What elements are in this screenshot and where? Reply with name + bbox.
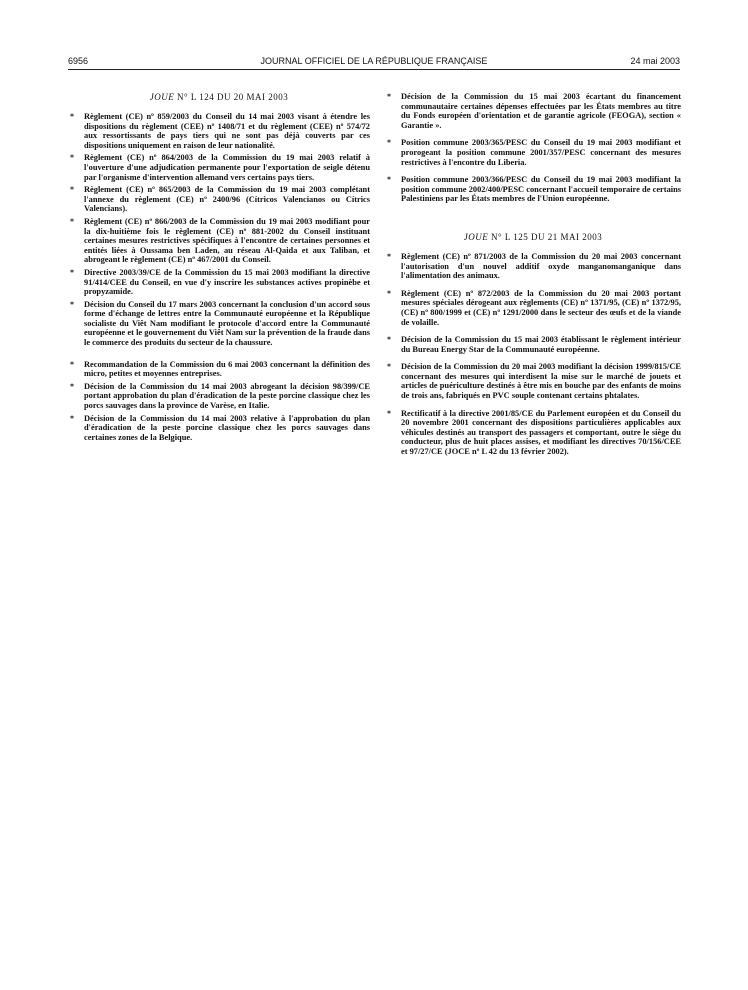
page-header <box>68 54 680 68</box>
bullet-icon: * <box>387 408 391 418</box>
list-item <box>385 289 681 327</box>
right-column <box>385 92 681 465</box>
bullet-icon: * <box>387 335 391 345</box>
list-item <box>68 360 370 379</box>
entry-text: Recommandation de la Commission du 6 mai 2003 concernant la définition des micro, petites et moyennes entreprises. <box>84 359 370 379</box>
list-item <box>385 335 681 354</box>
entries-list-joue-124-continued <box>385 92 681 204</box>
header-rule <box>68 69 680 70</box>
list-item <box>68 414 370 443</box>
section-title-text: N° L 125 DU 21 MAI 2003 <box>490 231 603 242</box>
list-item <box>385 362 681 400</box>
entry-text: Règlement (CE) nº 864/2003 de la Commission du 19 mai 2003 relatif à l'ouverture d'une adjudication permanente pour l'exportation de seigle détenu par l'organisme d'intervention allemand vers certains pays tiers. <box>84 153 370 182</box>
list-item <box>68 300 370 348</box>
bullet-icon: * <box>387 175 391 185</box>
bullet-icon: * <box>70 112 74 121</box>
issue-date: 24 mai 2003 <box>630 56 680 66</box>
entry-text: Règlement (CE) nº 871/2003 de la Commission du 20 mai 2003 concernant l'autorisation d'un nouvel additif oxyde manganomanganique dans l'alimentation des animaux. <box>401 251 681 281</box>
entry-text: Décision de la Commission du 15 mai 2003 écartant du financement communautaire certaines dépenses effectuées par les États membres au titre du Fonds européen d'orientation et de garantie agricole (FEOGA), section « Garantie ». <box>401 92 681 130</box>
bullet-icon: * <box>70 359 74 369</box>
list-item <box>385 252 681 281</box>
left-column <box>68 92 370 445</box>
list-item <box>68 217 370 265</box>
section-title-joue-124 <box>68 92 370 102</box>
entry-text: Position commune 2003/365/PESC du Conseil du 19 mai 2003 modifiant et prorogeant la position commune 2001/357/PESC concernant des mesures restrictives à l'encontre du Liberia. <box>401 138 681 167</box>
entry-text: Décision de la Commission du 14 mai 2003 abrogeant la décision 98/399/CE portant approbation du plan d'éradication de la peste porcine classique chez les porcs sauvages dans la province de Varèse, en Italie. <box>84 381 370 411</box>
bullet-icon: * <box>70 185 74 195</box>
joue-label: JOUE <box>463 231 489 242</box>
joue-label: JOUE <box>149 92 175 102</box>
entry-text: Règlement (CE) nº 866/2003 de la Commission du 19 mai 2003 modifiant pour la dix-huitième fois le règlement (CE) nº 881-2002 du Conseil instituant certaines mesures restrictives spécifiques à l'encontre de certaines personnes et entités liées à Oussama ben Laden, au réseau Al-Qaida et aux Taliban, et abrogeant le règlement (CE) nº 467/2001 du Conseil. <box>84 216 370 265</box>
entry-text: Décision de la Commission du 14 mai 2003 relative à l'approbation du plan d'éradication de la peste porcine classique chez les porcs sauvages dans certaines zones de la Belgique. <box>84 413 370 442</box>
list-item <box>385 138 681 167</box>
bullet-icon: * <box>387 362 391 372</box>
bullet-icon: * <box>70 381 74 391</box>
bullet-icon: * <box>70 216 74 226</box>
section-title-joue-125 <box>385 232 681 242</box>
bullet-icon: * <box>387 288 391 298</box>
entries-list-joue-125 <box>385 252 681 457</box>
entry-text: Décision de la Commission du 20 mai 2003 modifiant la décision 1999/815/CE concernant des mesures qui interdisent la mise sur le marché de jouets et articles de puériculture destinés à être mis en bouche par des enfants de moins de trois ans, fabriqués en PVC souple contenant certains phtalates. <box>401 362 681 401</box>
section-title-text: N° L 124 DU 20 MAI 2003 <box>176 92 289 102</box>
entries-list-joue-124 <box>68 112 370 442</box>
bullet-icon: * <box>387 92 391 101</box>
bullet-icon: * <box>70 413 74 423</box>
bullet-icon: * <box>70 267 74 277</box>
entry-text: Décision de la Commission du 15 mai 2003 établissant le règlement intérieur du Bureau Energy Star de la Communauté européenne. <box>401 335 681 354</box>
entry-text: Règlement (CE) nº 859/2003 du Conseil du 14 mai 2003 visant à étendre les dispositions du règlement (CEE) nº 1408/71 et du règlement (CEE) nº 574/72 aux ressortissants de pays tiers qui ne sont pas déjà couverts par ces dispositions uniquement en raison de leur nationalité. <box>84 112 370 150</box>
entry-text: Règlement (CE) nº 865/2003 de la Commission du 19 mai 2003 complétant l'annexe du règlement (CE) nº 2400/96 (Cítricos Valencianos ou Cítrics Valencians). <box>84 185 370 214</box>
bullet-icon: * <box>70 153 74 163</box>
entry-text: Position commune 2003/366/PESC du Conseil du 19 mai 2003 modifiant la position commune 2002/400/PESC concernant l'accueil temporaire de certains Palestiniens par les États membres de l'Union européenne. <box>401 175 681 204</box>
bullet-icon: * <box>70 299 74 309</box>
journal-title: JOURNAL OFFICIEL DE LA RÉPUBLIQUE FRANÇAISE <box>260 56 488 66</box>
list-item <box>68 112 370 150</box>
list-item <box>68 382 370 411</box>
page-number: 6956 <box>68 56 89 66</box>
entry-text: Décision du Conseil du 17 mars 2003 concernant la conclusion d'un accord sous forme d'échange de lettres entre la Communauté européenne et la République socialiste du Viêt Nam modifiant le protocole d'accord entre la Communauté européenne et le gouvernement du Viêt Nam sur la prévention de la fraude dans le commerce des produits du secteur de la chaussure. <box>84 299 370 348</box>
list-item <box>68 185 370 214</box>
entry-text: Rectificatif à la directive 2001/85/CE du Parlement européen et du Conseil du 20 novembre 2001 concernant des dispositions particulières applicables aux véhicules destinés au transport des passagers et comportant, outre le siège du conducteur, plus de huit places assises, et modifiant les directives 70/156/CEE et 97/27/CE (JOCE nº L 42 du 13 février 2002). <box>401 408 681 457</box>
entry-text: Directive 2003/39/CE de la Commission du 15 mai 2003 modifiant la directive 91/414/CEE du Conseil, en vue d'y inscrire les substances actives propinèbe et propyzamide. <box>84 267 370 297</box>
bullet-icon: * <box>387 138 391 148</box>
bullet-icon: * <box>387 251 391 261</box>
list-item <box>385 92 681 130</box>
list-item <box>385 175 681 204</box>
entry-text: Règlement (CE) nº 872/2003 de la Commission du 20 mai 2003 portant mesures spéciales dérogeant aux règlements (CE) nº 1371/95, (CE) nº 1372/95, (CE) nº 800/1999 et (CE) nº 1291/2000 dans le secteur des œufs et de la viande de volaille. <box>401 288 681 327</box>
list-item <box>68 268 370 297</box>
list-item <box>68 153 370 182</box>
list-item <box>385 409 681 457</box>
